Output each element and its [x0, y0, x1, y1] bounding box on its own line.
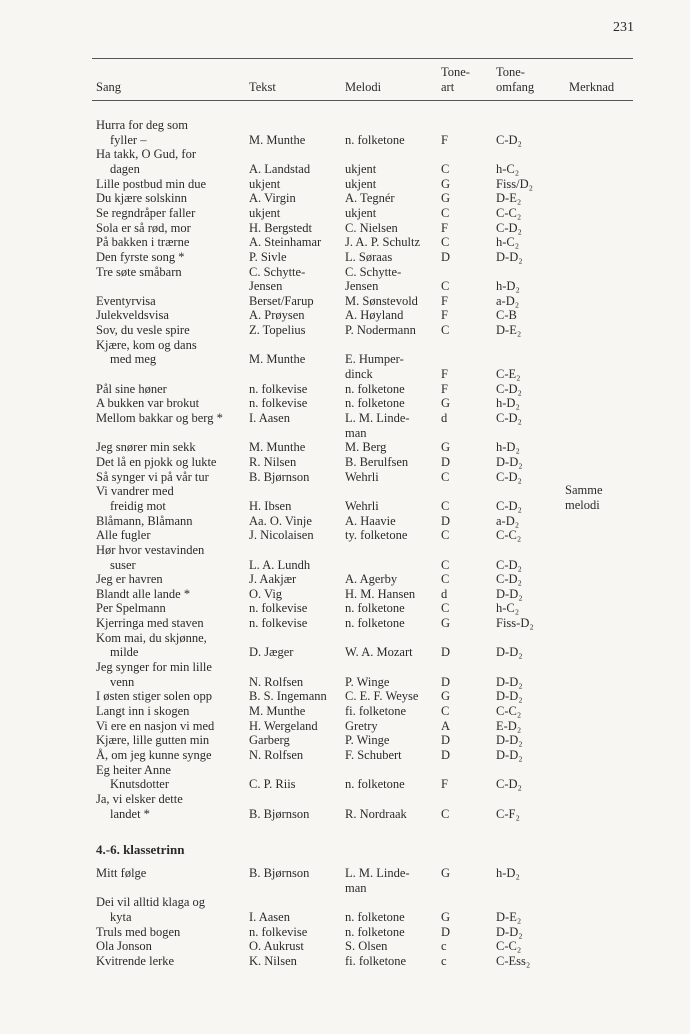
song-title: suser [110, 557, 136, 572]
composer: L. M. Linde- [345, 411, 410, 425]
key: C [441, 498, 450, 513]
table-row [0, 294, 690, 309]
table-row [0, 352, 690, 367]
range: C-D₂ [496, 777, 522, 792]
range: C-C₂ [496, 939, 522, 954]
lyricist: Jensen [249, 279, 283, 294]
table-row [0, 777, 690, 792]
header-melodi: Melodi [345, 80, 382, 94]
range: C-D₂ [496, 411, 522, 425]
lyricist: I. Aasen [249, 909, 290, 924]
song-title: Det lå en pjokk og lukte [96, 454, 217, 469]
song-title: Hør hvor vestavinden [96, 542, 205, 557]
table-row [0, 221, 690, 236]
lyricist: B. Bjørnson [249, 866, 310, 880]
range: C-C₂ [496, 205, 522, 220]
table-row [0, 925, 690, 940]
key: C [441, 557, 450, 572]
range: C-C₂ [496, 528, 522, 543]
range: D-D₂ [496, 586, 523, 601]
composer: P. Winge [345, 674, 390, 689]
composer: n. folketone [345, 601, 405, 616]
range: h-C₂ [496, 161, 520, 176]
song-title: med meg [110, 352, 157, 367]
lyricist: M. Munthe [249, 440, 306, 455]
table-row [0, 440, 690, 455]
table-row [0, 558, 690, 573]
header-toneomfang-line2: omfang [496, 80, 535, 94]
song-title: Dei vil alltid klaga og [96, 895, 206, 910]
lyricist: C. Schytte- [249, 264, 306, 279]
header-merknad: Merknad [569, 80, 615, 94]
composer: n. folketone [345, 777, 405, 792]
table-row [0, 572, 690, 587]
range: C-D₂ [496, 469, 522, 484]
table-row [0, 954, 690, 969]
composer: H. M. Hansen [345, 586, 416, 601]
composer: W. A. Mozart [345, 645, 413, 660]
composer: B. Berulfsen [345, 454, 409, 469]
song-title: venn [110, 674, 135, 689]
song-title: Mellom bakkar og berg * [96, 411, 223, 425]
key: F [441, 132, 448, 147]
composer: n. folketone [345, 909, 405, 924]
key: G [441, 396, 451, 411]
composer: n. folketone [345, 132, 405, 147]
composer: J. A. P. Schultz [345, 235, 421, 250]
key: C [441, 469, 450, 484]
key: F [441, 293, 448, 308]
key: C [441, 205, 450, 220]
composer: C. Schytte- [345, 264, 402, 279]
key: c [441, 953, 447, 968]
composer: man [345, 880, 367, 895]
range: D-D₂ [496, 733, 523, 748]
composer: Gretry [345, 718, 378, 733]
composer: M. Berg [345, 440, 387, 455]
composer: ukjent [345, 205, 377, 220]
song-title: Jeg snører min sekk [96, 440, 196, 455]
lyricist: M. Munthe [249, 132, 306, 147]
header-tekst: Tekst [249, 80, 276, 94]
song-title: fyller – [110, 132, 147, 147]
range: C-Ess₂ [496, 953, 531, 968]
table-row [0, 133, 690, 148]
table-row [0, 704, 690, 719]
table-row [0, 323, 690, 338]
lyricist: B. Bjørnson [249, 469, 310, 484]
composer: S. Olsen [345, 939, 388, 954]
lyricist: L. A. Lundh [249, 557, 311, 572]
song-title: Jeg synger for min lille [96, 660, 212, 675]
song-title: Kjære, lille gutten min [96, 733, 210, 748]
song-title: Ola Jonson [96, 939, 152, 954]
range: C-D₂ [496, 381, 522, 396]
key: D [441, 454, 451, 469]
composer: ukjent [345, 176, 377, 191]
song-title: freidig mot [110, 498, 166, 513]
lyricist: ukjent [249, 176, 281, 191]
lyricist: O. Aukrust [249, 939, 304, 954]
range: h-C₂ [496, 601, 520, 616]
key: d [441, 411, 448, 425]
song-title: Tre søte småbarn [96, 264, 182, 279]
composer: C. Nielsen [345, 220, 398, 235]
range: C-D₂ [496, 498, 522, 513]
table-row [0, 910, 690, 925]
range: C-C₂ [496, 704, 522, 718]
table-row [0, 177, 690, 192]
song-title: Hurra for deg som [96, 118, 188, 132]
key: G [441, 191, 451, 206]
composer: n. folketone [345, 924, 405, 939]
composer: n. folketone [345, 381, 405, 396]
range: a-D₂ [496, 513, 520, 528]
range: C-D₂ [496, 557, 522, 572]
table-row [0, 543, 690, 558]
composer: Wehrli [345, 469, 379, 484]
table-row [0, 748, 690, 763]
lyricist: A. Landstad [249, 161, 311, 176]
lyricist: H. Ibsen [249, 498, 292, 513]
table-row [0, 514, 690, 529]
table-row [0, 601, 690, 616]
song-title: kyta [110, 909, 132, 924]
range: h-C₂ [496, 235, 520, 250]
lyricist: R. Nilsen [249, 454, 297, 469]
song-title: Sola er så rød, mor [96, 220, 191, 235]
song-title: Du kjære solskinn [96, 191, 187, 206]
lyricist: n. folkevise [249, 381, 308, 396]
table-row [0, 191, 690, 206]
range: D-D₂ [496, 454, 523, 469]
key: G [441, 616, 451, 631]
song-title: Blåmann, Blåmann [96, 513, 193, 528]
table-row [0, 279, 690, 294]
key: C [441, 601, 450, 616]
key: C [441, 572, 450, 587]
composer: fi. folketone [345, 704, 407, 718]
key: F [441, 367, 448, 382]
key: D [441, 924, 451, 939]
table-row [0, 528, 690, 543]
lyricist: C. P. Riis [249, 777, 296, 792]
table-row [0, 733, 690, 748]
table-row [0, 675, 690, 690]
key: D [441, 645, 451, 660]
song-title: Kjerringa med staven [96, 616, 204, 631]
lyricist: A. Virgin [249, 191, 296, 206]
song-title: Alle fugler [96, 528, 151, 543]
key: D [441, 674, 451, 689]
remark-line2: melodi [565, 498, 600, 512]
key: D [441, 249, 451, 264]
table-row [0, 308, 690, 323]
key: G [441, 866, 451, 880]
range: D-D₂ [496, 645, 523, 660]
header-top-rule [92, 58, 633, 59]
song-title: Knutsdotter [110, 777, 170, 792]
range: E-D₂ [496, 718, 522, 733]
composer: n. folketone [345, 616, 405, 631]
table-row [0, 881, 690, 896]
lyricist: n. folkevise [249, 924, 308, 939]
range: C-B [496, 308, 517, 323]
song-title: Sov, du vesle spire [96, 323, 190, 338]
table-row [0, 411, 690, 426]
key: C [441, 161, 450, 176]
song-title: Ha takk, O Gud, for [96, 147, 196, 162]
table-row [0, 147, 690, 162]
table-row [0, 895, 690, 910]
range: h-D₂ [496, 396, 520, 411]
range: C-D₂ [496, 572, 522, 587]
table-row [0, 807, 690, 822]
composer: Wehrli [345, 498, 379, 513]
table-row [0, 455, 690, 470]
song-title: Vi vandrer med [96, 484, 174, 499]
composer: n. folketone [345, 396, 405, 411]
table-row [0, 250, 690, 265]
lyricist: N. Rolfsen [249, 674, 304, 689]
table-row [0, 162, 690, 177]
table-row [0, 206, 690, 221]
composer: L. M. Linde- [345, 866, 410, 880]
composer: A. Tegnér [345, 191, 395, 206]
song-title: Se regndråper faller [96, 205, 196, 220]
header-toneomfang-line1: Tone- [496, 65, 525, 79]
song-title: Å, om jeg kunne synge [96, 747, 212, 762]
composer: Jensen [345, 279, 379, 294]
range: D-D₂ [496, 689, 523, 704]
lyricist: M. Munthe [249, 352, 306, 367]
range: C-D₂ [496, 132, 522, 147]
range: D-D₂ [496, 747, 523, 762]
composer: A. Haavie [345, 513, 396, 528]
song-title: Julekveldsvisa [96, 308, 169, 323]
table-row [0, 396, 690, 411]
composer: E. Humper- [345, 352, 404, 367]
key: D [441, 733, 451, 748]
lyricist: Berset/Farup [249, 293, 314, 308]
lyricist: ukjent [249, 205, 281, 220]
lyricist: I. Aasen [249, 411, 290, 425]
lyricist: B. S. Ingemann [249, 689, 327, 704]
range: D-E₂ [496, 909, 522, 924]
lyricist: J. Aakjær [249, 572, 297, 587]
song-title: Kvitrende lerke [96, 953, 175, 968]
composer: M. Sønstevold [345, 293, 418, 308]
key: G [441, 440, 451, 455]
table-row [0, 763, 690, 778]
composer: F. Schubert [345, 747, 402, 762]
song-title: Pål sine høner [96, 381, 167, 396]
header-toneart-line1: Tone- [441, 65, 470, 79]
song-title: Langt inn i skogen [96, 704, 190, 718]
key: C [441, 235, 450, 250]
composer: A. Agerby [345, 572, 398, 587]
table-row [0, 645, 690, 660]
header-toneart-line2: art [441, 80, 455, 94]
key: F [441, 220, 448, 235]
table-row [0, 118, 690, 133]
section-title: 4.-6. klassetrinn [96, 842, 185, 857]
table-row [0, 367, 690, 382]
lyricist: N. Rolfsen [249, 747, 304, 762]
composer: P. Winge [345, 733, 390, 748]
table-row [0, 660, 690, 675]
composer: L. Søraas [345, 249, 393, 264]
lyricist: n. folkevise [249, 601, 308, 616]
table-row [0, 616, 690, 631]
composer: C. E. F. Weyse [345, 689, 419, 704]
song-title: Den fyrste song * [96, 249, 185, 264]
song-title: Jeg er havren [96, 572, 163, 587]
key: F [441, 777, 448, 792]
lyricist: P. Sivle [249, 249, 287, 264]
composer: fi. folketone [345, 953, 407, 968]
lyricist: B. Bjørnson [249, 806, 310, 821]
song-title: Eg heiter Anne [96, 762, 171, 777]
song-title: På bakken i trærne [96, 235, 190, 250]
range: D-E₂ [496, 323, 522, 338]
song-title: dagen [110, 161, 140, 176]
table-row [0, 939, 690, 954]
lyricist: A. Steinhamar [249, 235, 322, 250]
key: c [441, 939, 447, 954]
song-title: landet * [110, 806, 150, 821]
key: D [441, 513, 451, 528]
lyricist: M. Munthe [249, 704, 306, 718]
key: F [441, 381, 448, 396]
song-title: A bukken var brokut [96, 396, 200, 411]
range: D-D₂ [496, 924, 523, 939]
composer: ukjent [345, 161, 377, 176]
lyricist: Z. Topelius [249, 323, 306, 338]
lyricist: J. Nicolaisen [249, 528, 314, 543]
range: Fiss-D₂ [496, 616, 534, 631]
table-row [0, 866, 690, 881]
range: D-D₂ [496, 674, 523, 689]
header-song: Sang [96, 80, 121, 94]
song-title: Eventyrvisa [96, 293, 156, 308]
key: C [441, 704, 450, 718]
composer: A. Høyland [345, 308, 404, 323]
key: C [441, 323, 450, 338]
table-row [0, 426, 690, 441]
song-title: Per Spelmann [96, 601, 166, 616]
range: h-D₂ [496, 440, 520, 455]
song-title: I østen stiger solen opp [96, 689, 212, 704]
song-title: Vi ere en nasjon vi med [96, 718, 215, 733]
composer: P. Nodermann [345, 323, 416, 338]
table-row [0, 689, 690, 704]
range: a-D₂ [496, 293, 520, 308]
range: Fiss/D₂ [496, 176, 534, 191]
header-bottom-rule [92, 100, 633, 101]
lyricist: H. Bergstedt [249, 220, 312, 235]
song-title: milde [110, 645, 139, 660]
composer: R. Nordraak [345, 806, 407, 821]
lyricist: K. Nilsen [249, 953, 297, 968]
table-row [0, 587, 690, 602]
range: D-E₂ [496, 191, 522, 206]
song-title: Så synger vi på vår tur [96, 469, 209, 484]
lyricist: Aa. O. Vinje [249, 513, 312, 528]
table-row [0, 382, 690, 397]
range: D-D₂ [496, 249, 523, 264]
song-title: Kom mai, du skjønne, [96, 630, 207, 645]
key: C [441, 528, 450, 543]
table-row [0, 792, 690, 807]
key: D [441, 747, 451, 762]
song-title: Lille postbud min due [96, 176, 207, 191]
lyricist: n. folkevise [249, 616, 308, 631]
lyricist: H. Wergeland [249, 718, 318, 733]
table-row [0, 235, 690, 250]
song-title: Kjære, kom og dans [96, 337, 197, 352]
composer: dinck [345, 367, 373, 382]
range: C-D₂ [496, 220, 522, 235]
table-row [0, 338, 690, 353]
range: C-F₂ [496, 806, 520, 821]
range: C-E₂ [496, 367, 521, 382]
key: A [441, 718, 451, 733]
key: C [441, 279, 450, 294]
song-title: Truls med bogen [96, 924, 181, 939]
range: h-D₂ [496, 279, 520, 294]
lyricist: n. folkevise [249, 396, 308, 411]
composer: man [345, 425, 367, 440]
remark-line1: Samme [565, 483, 603, 497]
key: F [441, 308, 448, 323]
key: G [441, 689, 451, 704]
table-row [0, 265, 690, 280]
key: d [441, 586, 448, 601]
lyricist: Garberg [249, 733, 290, 748]
lyricist: O. Vig [249, 586, 283, 601]
song-title: Mitt følge [96, 866, 147, 880]
lyricist: A. Prøysen [249, 308, 305, 323]
key: C [441, 806, 450, 821]
key: G [441, 909, 451, 924]
key: G [441, 176, 451, 191]
page-number: 231 [613, 20, 634, 35]
composer: ty. folketone [345, 528, 408, 543]
table-row [0, 719, 690, 734]
table-row [0, 631, 690, 646]
range: h-D₂ [496, 866, 520, 880]
lyricist: D. Jæger [249, 645, 294, 660]
song-title: Ja, vi elsker dette [96, 791, 183, 806]
song-title: Blandt alle lande * [96, 586, 191, 601]
